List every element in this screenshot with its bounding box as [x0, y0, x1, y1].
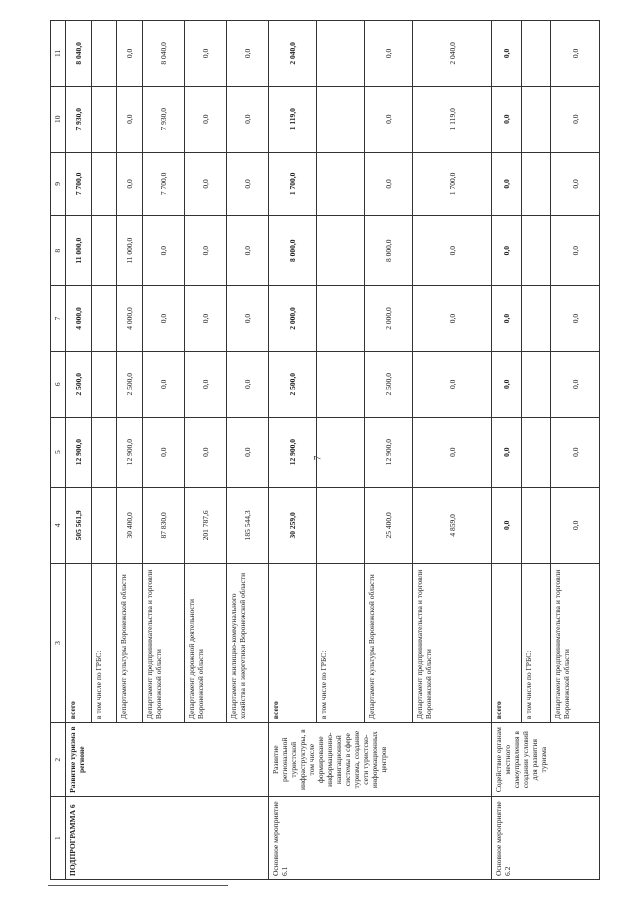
amount-cell: 185 544,3 [226, 487, 268, 563]
amount-cell: 12 900,0 [117, 417, 143, 487]
column-number-3: 3 [51, 564, 66, 723]
amount-cell: 1 700,0 [268, 152, 316, 216]
amount-cell: 8 040,0 [66, 21, 92, 87]
amount-cell: 0,0 [142, 216, 184, 286]
amount-cell: 7 700,0 [66, 152, 92, 216]
amount-cell [91, 351, 117, 417]
amount-cell: 8 040,0 [142, 21, 184, 87]
amount-cell: 4 000,0 [117, 286, 143, 352]
amount-cell: 0,0 [492, 152, 522, 216]
amount-cell: 0,0 [492, 86, 522, 152]
amount-cell: 25 400,0 [364, 487, 412, 563]
amount-cell: 0,0 [142, 286, 184, 352]
responsible-body-cell: всего [66, 564, 92, 723]
amount-cell: 0,0 [551, 286, 600, 352]
amount-cell: 11 000,0 [117, 216, 143, 286]
amount-cell: 0,0 [492, 351, 522, 417]
amount-cell: 2 000,0 [268, 286, 316, 352]
amount-cell: 201 787,6 [184, 487, 226, 563]
amount-cell: 0,0 [184, 152, 226, 216]
budget-table [50, 20, 600, 880]
amount-cell [91, 286, 117, 352]
column-number-2: 2 [51, 723, 66, 797]
amount-cell: 1 700,0 [413, 152, 492, 216]
responsible-body-cell: всего [268, 564, 316, 723]
responsible-body-cell: Департамент предпринимательства и торговли Воронежской области [413, 564, 492, 723]
amount-cell: 0,0 [413, 286, 492, 352]
amount-cell [521, 351, 551, 417]
amount-cell: 0,0 [142, 351, 184, 417]
program-name-cell: Содействие органам местного самоуправления в создании условий для развития туризма [492, 723, 600, 797]
amount-cell: 0,0 [364, 86, 412, 152]
amount-cell [521, 21, 551, 87]
column-number-11: 11 [51, 21, 66, 87]
responsible-body-cell: Департамент жилищно-коммунального хозяйства и энергетики Воронежской области [226, 564, 268, 723]
amount-cell [521, 487, 551, 563]
rotated-table-wrapper [50, 20, 600, 880]
amount-cell: 0,0 [551, 351, 600, 417]
amount-cell: 2 500,0 [117, 351, 143, 417]
amount-cell: 0,0 [413, 351, 492, 417]
program-name-cell: Развитие туризма в регионе [66, 723, 269, 797]
amount-cell: 7 930,0 [142, 86, 184, 152]
column-number-5: 5 [51, 417, 66, 487]
amount-cell: 1 119,0 [268, 86, 316, 152]
amount-cell: 0,0 [492, 487, 522, 563]
amount-cell: 11 000,0 [66, 216, 92, 286]
scan-artifact-line [48, 885, 228, 886]
amount-cell: 0,0 [551, 86, 600, 152]
responsible-body-cell: всего [492, 564, 522, 723]
amount-cell: 0,0 [117, 21, 143, 87]
amount-cell: 0,0 [184, 417, 226, 487]
amount-cell [316, 21, 364, 87]
column-number-row [51, 21, 66, 880]
program-level-cell: Основное мероприятие 6.2 [492, 797, 600, 880]
amount-cell: 2 500,0 [66, 351, 92, 417]
table-row [268, 21, 316, 880]
program-name-cell: Развитие региональной туристской инфраструктуры, в том числе формирование информационно-навигационной системы в сфере туризма, создание сети туристско-информационных центров [268, 723, 491, 797]
amount-cell: 0,0 [364, 21, 412, 87]
amount-cell: 4 000,0 [66, 286, 92, 352]
amount-cell [91, 86, 117, 152]
amount-cell: 0,0 [117, 86, 143, 152]
amount-cell: 0,0 [364, 152, 412, 216]
amount-cell: 0,0 [492, 417, 522, 487]
amount-cell: 2 500,0 [268, 351, 316, 417]
column-number-4: 4 [51, 487, 66, 563]
amount-cell: 0,0 [551, 487, 600, 563]
amount-cell [521, 216, 551, 286]
amount-cell: 0,0 [117, 152, 143, 216]
responsible-body-cell: Департамент культуры Воронежской области [364, 564, 412, 723]
amount-cell: 0,0 [413, 417, 492, 487]
amount-cell: 0,0 [551, 21, 600, 87]
amount-cell: 2 500,0 [364, 351, 412, 417]
responsible-body-cell: в том числе по ГРБС: [521, 564, 551, 723]
amount-cell [521, 417, 551, 487]
column-number-7: 7 [51, 286, 66, 352]
amount-cell: 0,0 [226, 417, 268, 487]
amount-cell: 87 830,0 [142, 487, 184, 563]
amount-cell: 30 259,0 [268, 487, 316, 563]
amount-cell [521, 86, 551, 152]
amount-cell: 0,0 [551, 152, 600, 216]
amount-cell [316, 216, 364, 286]
amount-cell: 0,0 [413, 216, 492, 286]
table-body [66, 21, 600, 880]
column-number-6: 6 [51, 351, 66, 417]
amount-cell: 0,0 [492, 21, 522, 87]
amount-cell [316, 351, 364, 417]
amount-cell [316, 152, 364, 216]
amount-cell: 0,0 [184, 351, 226, 417]
table-row [492, 21, 522, 880]
page-number: 7 [312, 455, 323, 461]
amount-cell: 0,0 [184, 86, 226, 152]
column-number-10: 10 [51, 86, 66, 152]
amount-cell: 0,0 [551, 216, 600, 286]
amount-cell: 2 040,0 [268, 21, 316, 87]
amount-cell: 0,0 [226, 216, 268, 286]
amount-cell [521, 286, 551, 352]
amount-cell [91, 216, 117, 286]
amount-cell: 0,0 [226, 86, 268, 152]
amount-cell: 505 561,9 [66, 487, 92, 563]
amount-cell: 0,0 [492, 286, 522, 352]
table-row [66, 21, 92, 880]
responsible-body-cell: Департамент предпринимательства и торговли Воронежской области [551, 564, 600, 723]
amount-cell [316, 417, 364, 487]
amount-cell: 0,0 [226, 351, 268, 417]
amount-cell: 30 400,0 [117, 487, 143, 563]
amount-cell: 12 900,0 [268, 417, 316, 487]
responsible-body-cell: в том числе по ГРБС: [91, 564, 117, 723]
amount-cell: 0,0 [551, 417, 600, 487]
responsible-body-cell: Департамент дорожной деятельности Воронежской области [184, 564, 226, 723]
amount-cell: 2 000,0 [364, 286, 412, 352]
amount-cell: 0,0 [184, 216, 226, 286]
column-number-8: 8 [51, 216, 66, 286]
amount-cell: 8 000,0 [268, 216, 316, 286]
amount-cell: 0,0 [492, 216, 522, 286]
amount-cell [91, 417, 117, 487]
program-level-cell: Основное мероприятие 6.1 [268, 797, 491, 880]
amount-cell: 7 700,0 [142, 152, 184, 216]
amount-cell [316, 286, 364, 352]
responsible-body-cell: Департамент культуры Воронежской области [117, 564, 143, 723]
amount-cell: 12 900,0 [66, 417, 92, 487]
amount-cell: 0,0 [226, 286, 268, 352]
amount-cell: 0,0 [226, 21, 268, 87]
amount-cell: 12 900,0 [364, 417, 412, 487]
responsible-body-cell: Департамент предпринимательства и торговли Воронежской области [142, 564, 184, 723]
amount-cell: 1 119,0 [413, 86, 492, 152]
column-number-9: 9 [51, 152, 66, 216]
column-number-1: 1 [51, 797, 66, 880]
amount-cell: 4 859,0 [413, 487, 492, 563]
amount-cell: 0,0 [226, 152, 268, 216]
amount-cell: 0,0 [184, 21, 226, 87]
amount-cell [316, 86, 364, 152]
amount-cell [316, 487, 364, 563]
amount-cell: 0,0 [142, 417, 184, 487]
program-level-cell: ПОДПРОГРАММА 6 [66, 797, 269, 880]
amount-cell: 0,0 [184, 286, 226, 352]
amount-cell: 2 040,0 [413, 21, 492, 87]
amount-cell [91, 21, 117, 87]
amount-cell: 8 000,0 [364, 216, 412, 286]
responsible-body-cell: в том числе по ГРБС: [316, 564, 364, 723]
amount-cell [91, 487, 117, 563]
amount-cell [91, 152, 117, 216]
amount-cell [521, 152, 551, 216]
amount-cell: 7 930,0 [66, 86, 92, 152]
